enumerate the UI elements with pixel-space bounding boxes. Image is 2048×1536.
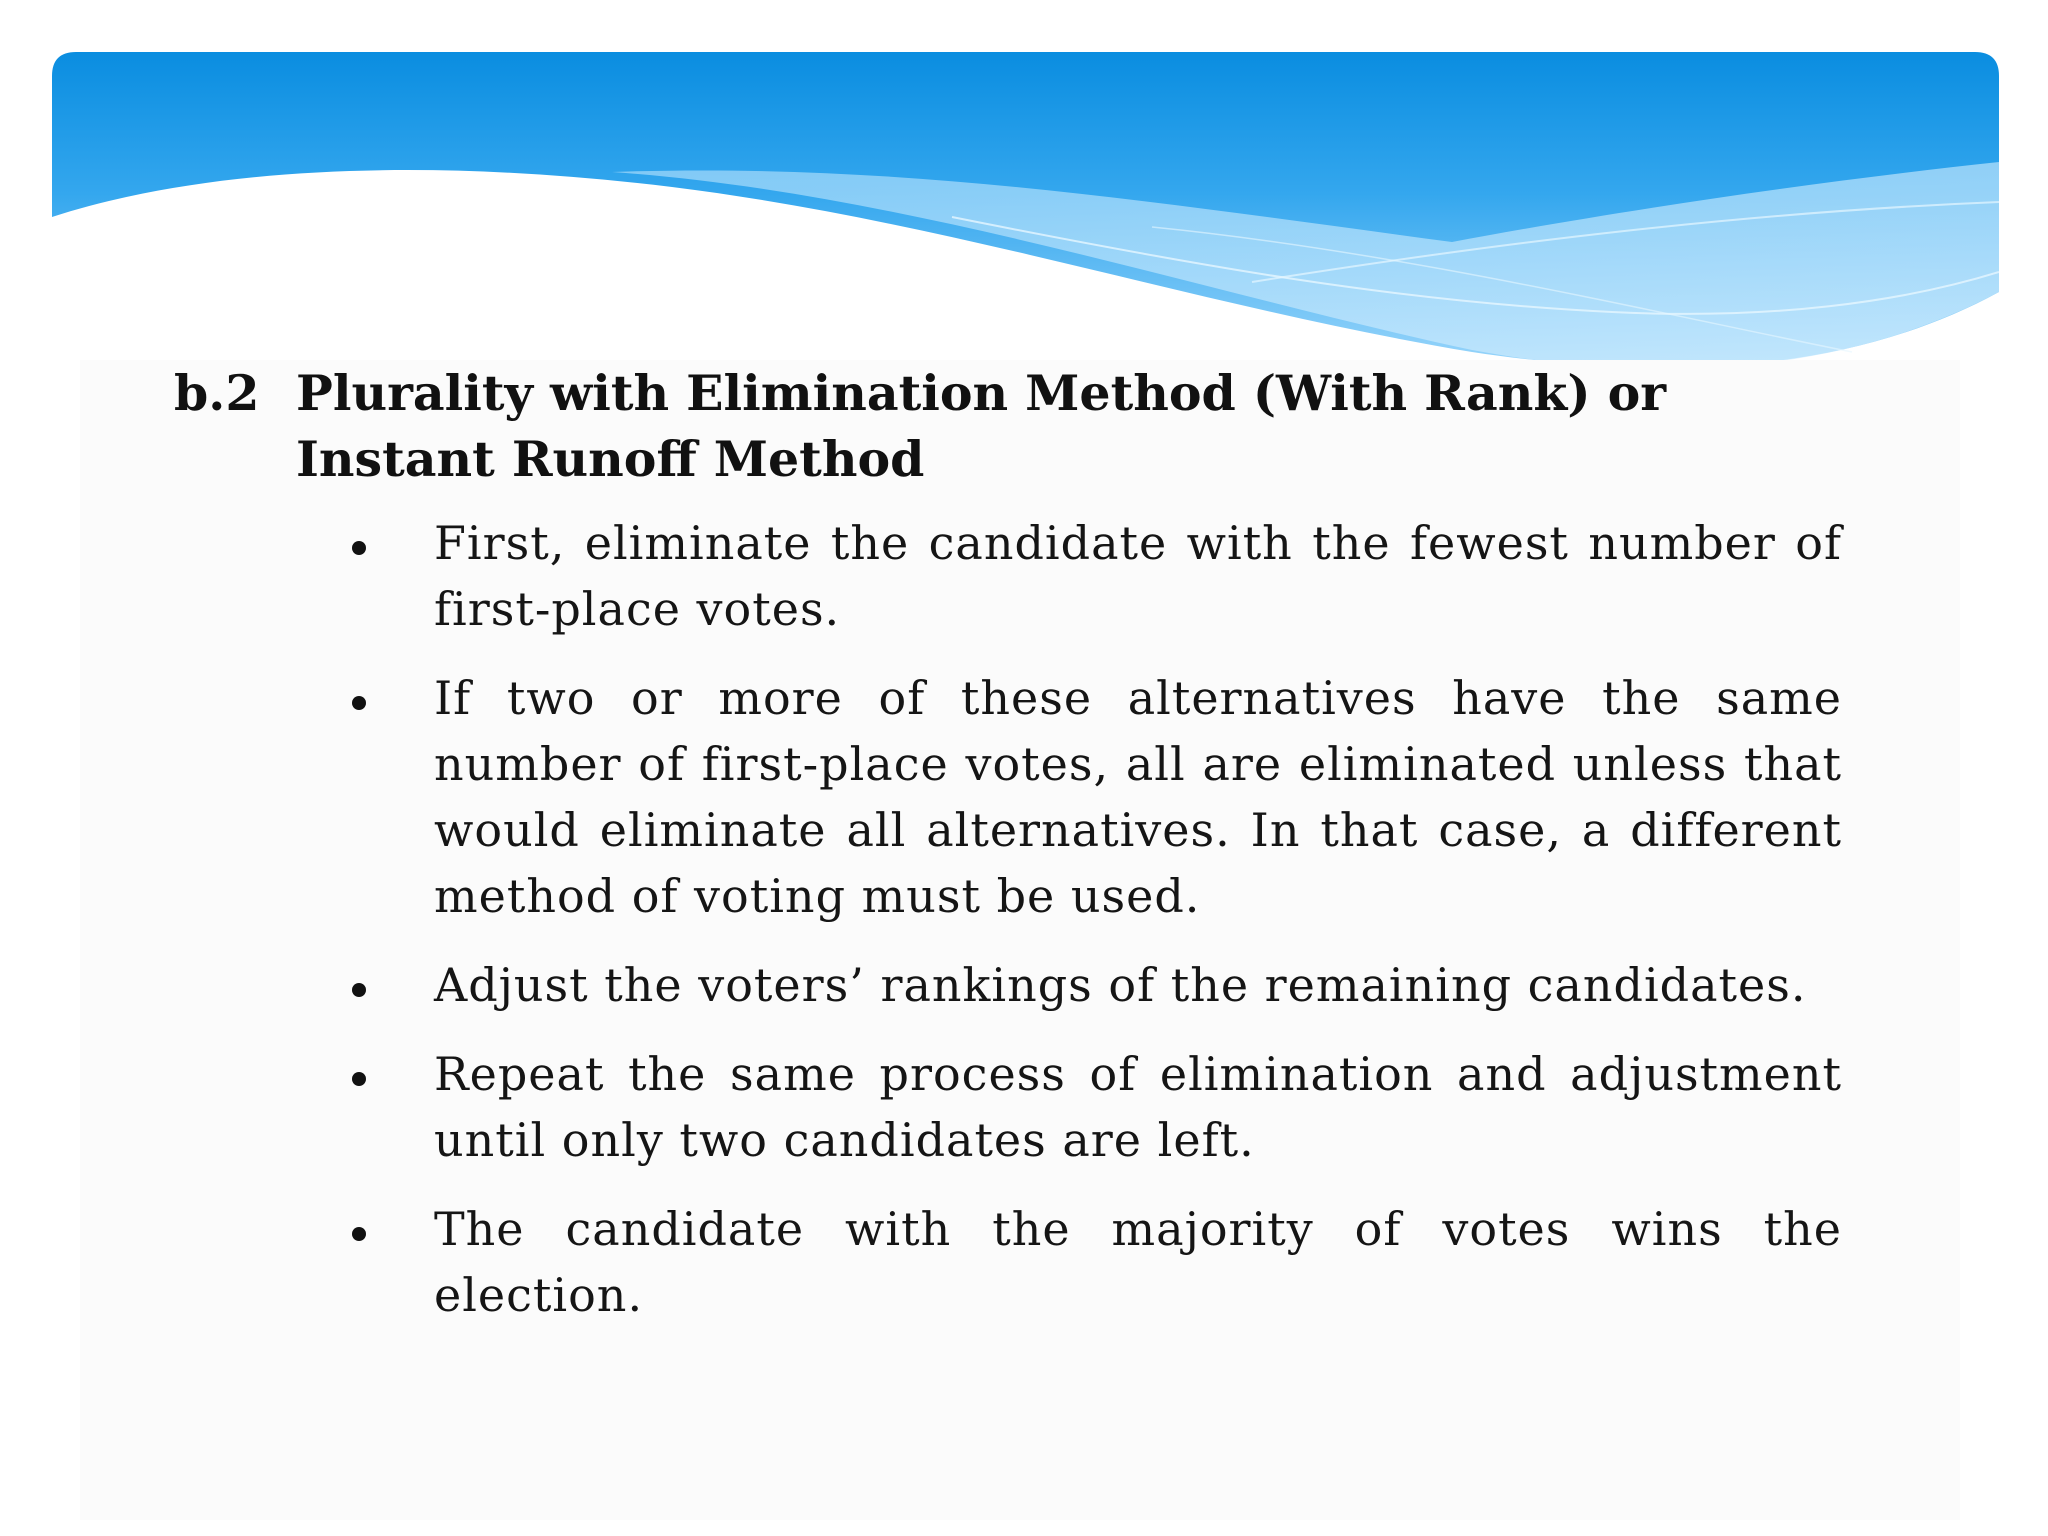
list-item	[352, 665, 1842, 929]
bullet-text: If two or more of these alternatives have the same number of first-place votes, all are eliminated unless that would eliminate all alternatives. In that case, a different method of voting must be used.	[434, 671, 1842, 923]
bullet-text: First, eliminate the candidate with the fewest number of first-place votes.	[434, 516, 1842, 636]
bullet-text: The candidate with the majority of votes wins the election.	[434, 1202, 1842, 1322]
bullet-icon	[352, 696, 366, 710]
bullet-icon	[352, 541, 366, 555]
bullet-text: Repeat the same process of elimination and adjustment until only two candidates are left.	[434, 1047, 1842, 1167]
list-item	[352, 1041, 1842, 1173]
bullet-icon	[352, 1072, 366, 1086]
heading-number: b.2	[174, 364, 260, 422]
bullet-text: Adjust the voters’ rankings of the remaining candidates.	[434, 958, 1807, 1012]
header-wave-banner	[52, 52, 1999, 372]
list-item	[352, 1196, 1842, 1328]
bullet-icon	[352, 1227, 366, 1241]
list-item	[352, 510, 1842, 642]
heading-title: Plurality with Elimination Method (With Rank) or Instant Runoff Method	[296, 364, 1667, 488]
bullet-icon	[352, 983, 366, 997]
bullet-list	[352, 510, 1842, 1351]
list-item	[352, 952, 1842, 1018]
